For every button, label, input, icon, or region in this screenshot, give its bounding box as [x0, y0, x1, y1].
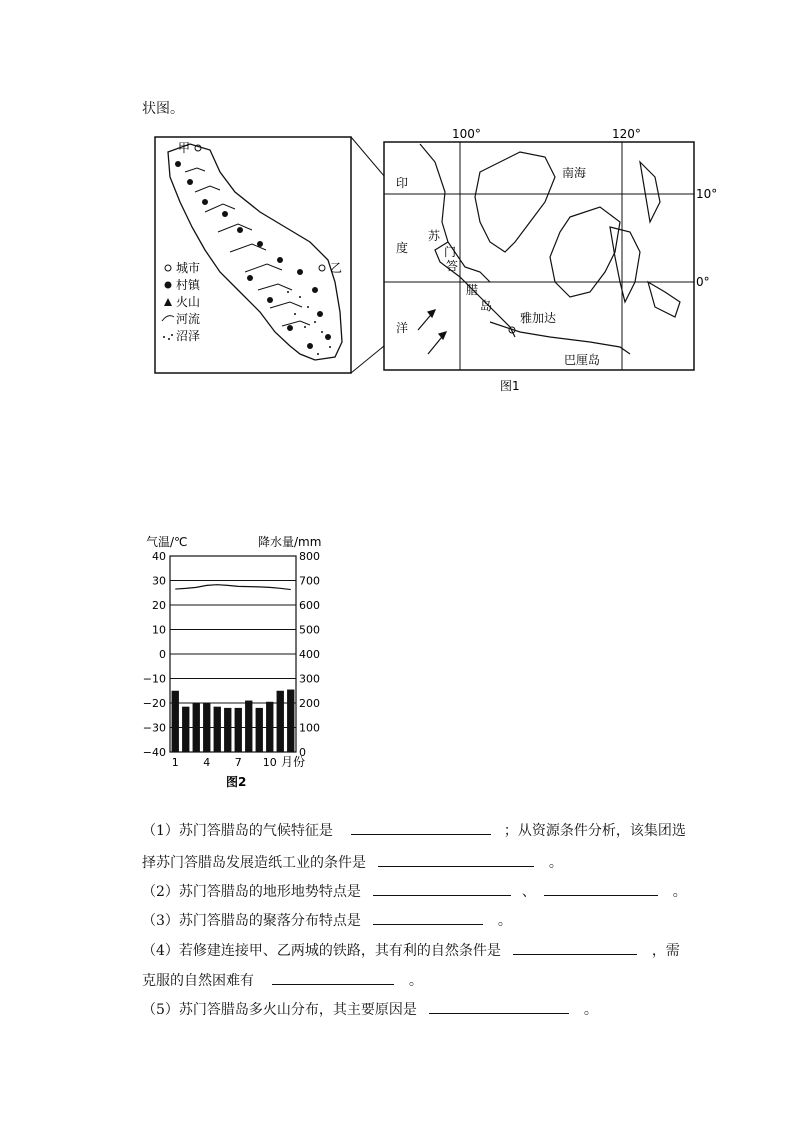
precip-bar-3	[193, 703, 200, 752]
figure2-climate-chart	[140, 532, 330, 794]
q1-blank-1[interactable]	[351, 820, 491, 835]
temp-tick-label: −40	[142, 746, 166, 759]
legend-town: 村镇	[176, 278, 201, 292]
month-axis-title: 月份	[281, 755, 306, 769]
precip-bar-8	[245, 701, 252, 752]
temp-tick-label: −10	[142, 672, 166, 686]
question-2	[142, 881, 687, 902]
precip-tick-label: 400	[299, 648, 320, 661]
q1-end: 。	[548, 855, 563, 871]
legend-swamp: 沼泽	[176, 329, 201, 343]
temperature-line	[175, 585, 291, 590]
precip-bar-7	[235, 708, 242, 752]
temp-tick-label: 10	[152, 623, 166, 637]
month-tick-labels	[172, 756, 277, 769]
legend-town-icon	[165, 282, 172, 289]
q5-blank[interactable]	[429, 999, 569, 1014]
q2-blank-2[interactable]	[544, 881, 658, 896]
question-4-line2	[142, 970, 423, 991]
temp-tick-label: 0	[159, 648, 166, 661]
precip-tick-label: 200	[299, 697, 320, 710]
lat-label-0: 0°	[696, 275, 710, 289]
q4-end: 。	[408, 973, 423, 989]
temp-tick-label: −30	[142, 721, 166, 735]
precip-bar-10	[266, 702, 273, 752]
q5-end: 。	[583, 1002, 598, 1018]
question-4-line1	[142, 940, 680, 961]
lon-label-120: 120°	[612, 127, 641, 141]
precip-bar-2	[182, 707, 189, 752]
precip-tick-label: 300	[299, 672, 320, 686]
temp-tick-labels	[143, 550, 166, 759]
main-map-frame	[384, 142, 694, 370]
month-tick-label: 10	[262, 756, 277, 769]
q4-blank-2[interactable]	[272, 970, 394, 985]
precip-tick-label: 100	[299, 721, 320, 735]
precip-bar-11	[277, 691, 284, 752]
label-la: 腊	[466, 283, 479, 297]
q2-blank-1[interactable]	[373, 881, 511, 896]
precip-bar-4	[203, 703, 210, 752]
month-tick-label: 7	[234, 756, 242, 769]
figure1-map	[150, 127, 718, 404]
question-3	[142, 910, 512, 931]
lon-label-100: 100°	[452, 127, 481, 141]
label-south-sea: 南海	[562, 166, 587, 180]
q4-blank-1[interactable]	[513, 940, 637, 955]
label-du: 度	[396, 241, 409, 255]
month-tick-label: 4	[203, 756, 211, 769]
label-yang: 洋	[396, 321, 409, 335]
label-jakarta: 雅加达	[520, 311, 557, 325]
precip-bar-9	[256, 708, 263, 752]
legend-volcano: 火山	[176, 295, 201, 309]
q3-end: 。	[497, 913, 512, 929]
q4-text-b: ，需	[651, 943, 680, 959]
q5-text-a: （5）苏门答腊岛多火山分布，其主要原因是	[142, 1002, 417, 1018]
question-5	[142, 999, 598, 1020]
q2-end: 。	[672, 884, 687, 900]
q1-text-a: （1）苏门答腊岛的气候特征是	[142, 823, 333, 839]
precip-bar-1	[172, 691, 179, 752]
q3-blank[interactable]	[373, 910, 483, 925]
legend-city: 城市	[176, 261, 201, 275]
precip-tick-label: 0	[299, 746, 306, 759]
figure1-caption: 图1	[500, 379, 520, 393]
month-tick-label: 1	[171, 756, 179, 769]
question-1-line2	[142, 852, 563, 873]
temp-axis-title: 气温/℃	[146, 535, 188, 549]
label-yin: 印	[396, 176, 409, 190]
precip-tick-label: 600	[299, 599, 320, 612]
precip-tick-label: 700	[299, 574, 320, 588]
q1-text-c: 择苏门答腊岛发展造纸工业的条件是	[142, 855, 366, 871]
chart-line	[175, 585, 291, 590]
q1-text-b: ；从资源条件分析，该集团选	[503, 823, 686, 839]
figure2-caption: 图2	[226, 775, 247, 789]
chart-bars	[172, 690, 295, 752]
label-men: 门	[444, 245, 457, 259]
precip-bar-6	[224, 708, 231, 752]
temp-tick-label: 30	[152, 574, 166, 588]
q3-text-a: （3）苏门答腊岛的聚落分布特点是	[142, 913, 361, 929]
lead-text: 状图。	[142, 101, 184, 117]
label-da: 答	[446, 259, 459, 273]
precip-tick-labels	[299, 550, 320, 759]
label-yi: 乙	[330, 261, 343, 275]
precip-tick-label: 800	[299, 550, 320, 563]
label-bali: 巴厘岛	[564, 353, 601, 367]
label-su: 苏	[428, 229, 441, 243]
temp-tick-label: 40	[152, 550, 166, 563]
lat-label-10: 10°	[696, 187, 718, 201]
temp-tick-label: −20	[142, 697, 166, 710]
label-dao: 岛	[480, 299, 493, 313]
precip-bar-5	[214, 707, 221, 752]
precip-tick-label: 500	[299, 623, 320, 637]
legend-river: 河流	[176, 312, 201, 326]
precip-axis-title: 降水量/mm	[258, 535, 322, 549]
q2-sep: 、	[521, 884, 536, 900]
q2-text-a: （2）苏门答腊岛的地形地势特点是	[142, 884, 361, 900]
q1-blank-2[interactable]	[378, 852, 534, 867]
temp-tick-label: 20	[152, 599, 166, 612]
question-1-line1	[142, 820, 686, 841]
label-jia: 甲	[178, 141, 191, 155]
precip-bar-12	[287, 690, 294, 752]
q4-text-a: （4）若修建连接甲、乙两城的铁路，其有利的自然条件是	[142, 943, 501, 959]
q4-text-c: 克服的自然困难有	[142, 973, 254, 989]
